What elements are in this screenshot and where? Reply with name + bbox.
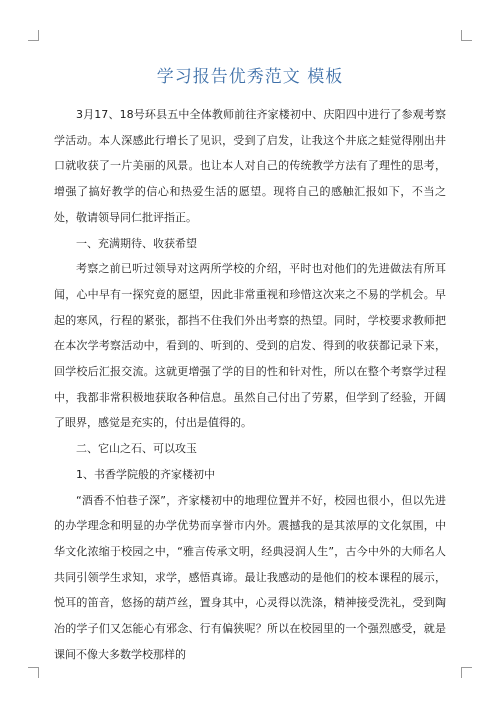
document-body <box>54 102 446 667</box>
subsection-heading-1: 1、书香学院般的齐家楼初中 <box>76 467 215 481</box>
section-1-paragraph: 考察之前已听过领导对这两所学校的介绍，平时也对他们的先进做法有所耳闻，心中早有一探究竟的愿望，因此非常重视和珍惜这次来之不易的学机会。早起的寒风，行程的紧张，都挡不住我们外出考察的热望。同时，学校要求教师把在本次学考察活动中，看到的、听到的、受到的启发、得到的收获都记录下来，回学校后汇报交流。这就更增强了学的目的性和针对性，所以在整个考察学过程中，我都非常积极地获取各种信息。虽然自己付出了劳累，但学到了经验，开阔了眼界，感觉是充实的，付出是值得的。 <box>54 262 446 430</box>
crop-mark-bottom-right <box>461 667 472 678</box>
subsection-1-paragraph: “酒香不怕巷子深”，齐家楼初中的地理位置并不好，校园也很小，但以先进的办学理念和明显的办学优势而享誉市内外。震撼我的是其浓厚的文化氛围，中华文化浓缩于校园之中，“雅言传承文明，经典浸润人生”，古今中外的大师名人共同引领学生求知，求学，感悟真谛。最让我感动的是他们的校本课程的展示，悦耳的笛音，悠扬的葫芦丝，置身其中，心灵得以洗涤，精神接受洗礼，受到陶冶的学子们又怎能心有邪念、行有偏狭呢？所以在校园里的一个强烈感受，就是课间不像大多数学校那样的 <box>54 493 446 661</box>
intro-paragraph: 3月17、18号环县五中全体教师前往齐家楼初中、庆阳四中进行了参观考察学活动。本人深感此行增长了见识，受到了启发，让我这个井底之蛙觉得刚出井口就收获了一片美丽的风景。也让本人对自己的传统教学方法有了理性的思考，增强了搞好教学的信心和热爱生活的愿望。现将自己的感触汇报如下，不当之处，敬请领导同仁批评指正。 <box>54 108 446 224</box>
section-heading-1: 一、充满期待、收获希望 <box>76 236 197 250</box>
crop-mark-top-right <box>461 30 472 41</box>
crop-mark-top-left <box>28 30 39 41</box>
document-title: 学习报告优秀范文 模板 <box>156 67 344 87</box>
crop-mark-bottom-left <box>28 667 39 678</box>
section-heading-2: 二、它山之石、可以攻玉 <box>76 442 197 456</box>
